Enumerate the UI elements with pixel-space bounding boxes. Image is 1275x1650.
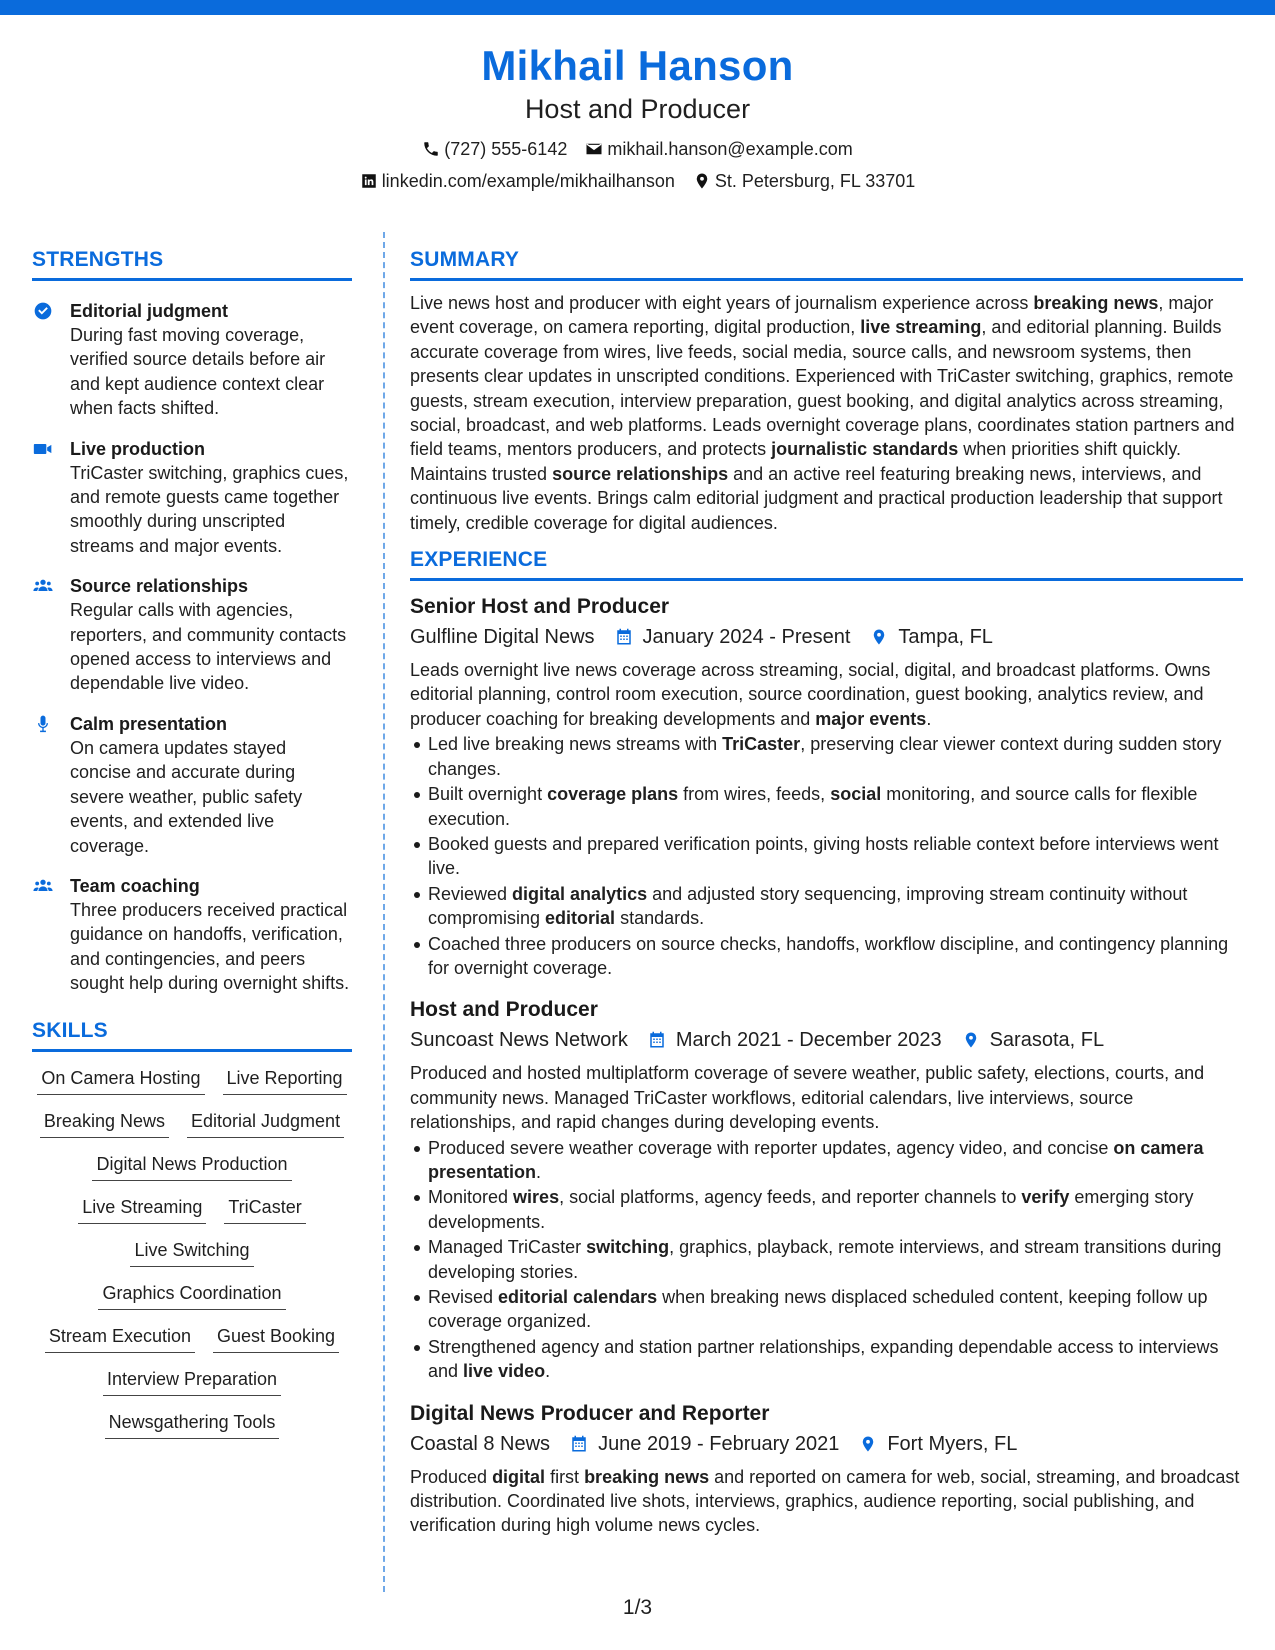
linkedin-contact[interactable] <box>360 170 675 192</box>
strength-text: During fast moving coverage, verified source details before air and kept audience context clear when facts shifted. <box>70 325 326 419</box>
top-accent-bar <box>0 0 1275 15</box>
phone-icon <box>422 140 440 158</box>
job-dates: January 2024 - Present <box>642 626 851 649</box>
bullet-item: Monitored wires, social platforms, agency feeds, and reporter channels to verify emerging story developments. <box>428 1185 1243 1234</box>
map-pin-icon <box>962 1030 980 1050</box>
strength-item <box>32 299 352 421</box>
skill-tag: Live Switching <box>130 1238 253 1267</box>
strengths-list <box>32 299 352 996</box>
location-contact <box>693 170 915 192</box>
job-title: Digital News Producer and Reporter <box>410 1401 770 1425</box>
map-pin-icon <box>859 1434 877 1454</box>
job-location: Sarasota, FL <box>989 1029 1105 1052</box>
strength-text: Three producers received practical guidance on handoffs, verification, and contingencies, and peers sought help during overnight shifts. <box>70 899 350 994</box>
strength-icon-wrap <box>32 299 70 421</box>
bullet-item: Reviewed digital analytics and adjusted story sequencing, improving stream continuity without compromising editorial standards. <box>428 882 1243 931</box>
users-icon <box>32 576 54 596</box>
bullet-item: Built overnight coverage plans from wires, feeds, social monitoring, and source calls for flexible execution. <box>428 782 1243 831</box>
strength-title: Team coaching <box>70 875 200 896</box>
skills-row <box>92 1152 291 1181</box>
strength-title: Editorial judgment <box>70 301 229 321</box>
calendar-icon <box>648 1030 666 1050</box>
skill-tag: On Camera Hosting <box>37 1066 204 1095</box>
strength-icon-wrap <box>32 712 70 858</box>
linkedin-icon <box>360 172 378 190</box>
skills-row <box>78 1195 305 1224</box>
job-meta <box>410 622 1243 652</box>
job-meta <box>410 1429 1243 1459</box>
skills-heading: SKILLS <box>32 1018 352 1052</box>
candidate-name: Mikhail Hanson <box>481 42 794 89</box>
email-contact[interactable] <box>585 138 852 160</box>
job-company: Gulfline Digital News <box>410 626 595 649</box>
job-title: Host and Producer <box>410 998 598 1022</box>
strength-text: TriCaster switching, graphics cues, and remote guests came together smoothly during unscripted streams and major events. <box>70 462 349 556</box>
job-location: Tampa, FL <box>898 626 993 649</box>
bullet-item: Led live breaking news streams with TriCaster, preserving clear viewer context during sudden story changes. <box>428 732 1243 781</box>
strength-text: Regular calls with agencies, reporters, and community contacts opened access to interviews and dependable live video. <box>70 600 347 694</box>
job-bullets <box>410 732 1243 980</box>
skills-row <box>45 1324 339 1353</box>
skills-list <box>32 1062 352 1439</box>
resume-header <box>0 40 1275 192</box>
job-description: Produced and hosted multiplatform coverage of severe weather, public safety, elections, courts, and community news. Managed TriCaster workflows, editorial calendars, live interviews, source relationships, and rapid changes during developing events. <box>410 1063 1205 1133</box>
bullet-item: Booked guests and prepared verification points, giving hosts reliable context before interviews went live. <box>428 832 1243 881</box>
job-description: Leads overnight live news coverage across streaming, social, digital, and broadcast platforms. Owns editorial planning, control room execution, source coordination, guest booking, analytics review, and producer coaching for breaking developments and major events. <box>410 660 1211 729</box>
strength-title: Source relationships <box>70 576 249 597</box>
job-company: Suncoast News Network <box>410 1029 628 1052</box>
page-number: 1/3 <box>622 1596 653 1619</box>
bullet-item: Strengthened agency and station partner relationships, expanding dependable access to interviews and live video. <box>428 1335 1243 1384</box>
experience-section <box>410 547 1243 1538</box>
strength-title: Calm presentation <box>70 713 228 734</box>
location-text: St. Petersburg, FL 33701 <box>714 171 916 191</box>
strength-item <box>32 874 352 996</box>
job-bullets <box>410 1136 1243 1384</box>
skill-tag: Newsgathering Tools <box>105 1410 280 1439</box>
video-camera-icon <box>32 439 54 459</box>
job-dates: March 2021 - December 2023 <box>675 1029 942 1052</box>
skill-tag: Interview Preparation <box>103 1367 281 1396</box>
summary-heading: SUMMARY <box>410 247 1243 281</box>
bullet-item: Managed TriCaster switching, graphics, playback, remote interviews, and stream transitions during developing stories. <box>428 1235 1243 1284</box>
bullet-item: Revised editorial calendars when breaking news displaced scheduled content, keeping follow up coverage organized. <box>428 1285 1243 1334</box>
left-column <box>32 247 352 1439</box>
strength-text: On camera updates stayed concise and accurate during severe weather, public safety events, and extended live coverage. <box>70 737 303 856</box>
microphone-icon <box>32 714 54 734</box>
column-divider <box>383 232 385 1592</box>
job-entry <box>410 1400 1243 1538</box>
right-column <box>410 247 1243 1538</box>
job-dates: June 2019 - February 2021 <box>598 1432 840 1455</box>
job-meta <box>410 1025 1243 1055</box>
linkedin-text: linkedin.com/example/mikhailhanson <box>381 171 675 191</box>
strength-icon-wrap <box>32 574 70 696</box>
strength-item <box>32 437 352 559</box>
skills-row <box>130 1238 253 1267</box>
phone-text: (727) 555-6142 <box>444 139 568 159</box>
strength-icon-wrap <box>32 874 70 996</box>
summary-text: Live news host and producer with eight years of journalism experience across breaking news, major event coverage, on camera reporting, digital production, live streaming, and editorial planning. Builds accurate coverage from wires, live feeds, social media, source calls, and newsroom systems, then presents clear updates in unscripted conditions. Experienced with TriCaster switching, graphics, remote guests, stream execution, interview preparation, guest booking, and digital analytics across streaming, social, broadcast, and web platforms. Leads overnight coverage plans, coordinates station partners and field teams, mentors producers, and protects journalistic standards when priorities shift quickly. Maintains trusted source relationships and an active reel featuring breaking news, interviews, and continuous live events. Brings calm editorial judgment and practical production leadership that support timely, credible coverage for digital audiences. <box>410 293 1235 533</box>
map-pin-icon <box>693 172 711 190</box>
skill-tag: TriCaster <box>224 1195 305 1224</box>
skill-tag: Live Reporting <box>223 1066 347 1095</box>
job-company: Coastal 8 News <box>410 1432 551 1455</box>
skills-row <box>98 1281 285 1310</box>
contact-row <box>0 138 1275 160</box>
skills-row <box>105 1410 280 1439</box>
job-location: Fort Myers, FL <box>887 1432 1018 1455</box>
job-entry <box>410 593 1243 980</box>
bullet-item: Coached three producers on source checks, handoffs, workflow discipline, and contingency planning for overnight coverage. <box>428 932 1243 981</box>
skills-row <box>37 1066 346 1095</box>
email-text: mikhail.hanson@example.com <box>607 139 853 159</box>
calendar-icon <box>570 1434 588 1454</box>
skills-row <box>40 1109 344 1138</box>
skill-tag: Guest Booking <box>213 1324 339 1353</box>
phone-contact[interactable] <box>422 138 567 160</box>
strength-item <box>32 574 352 696</box>
job-title: Senior Host and Producer <box>410 595 670 619</box>
experience-heading: EXPERIENCE <box>410 547 1243 581</box>
job-description: Produced digital first breaking news and reported on camera for web, social, streaming, and broadcast distribution. Coordinated live shots, interviews, graphics, audience reporting, social publishing, and verification during high volume news cycles. <box>410 1466 1240 1536</box>
jobs-list <box>410 593 1243 1538</box>
job-entry <box>410 996 1243 1383</box>
map-pin-icon <box>870 627 888 647</box>
strength-icon-wrap <box>32 437 70 559</box>
strength-title: Live production <box>70 438 205 459</box>
skills-row <box>103 1367 281 1396</box>
bullet-item: Produced severe weather coverage with reporter updates, agency video, and concise on camera presentation. <box>428 1136 1243 1185</box>
skill-tag: Editorial Judgment <box>187 1109 344 1138</box>
strengths-heading: STRENGTHS <box>32 247 352 281</box>
skill-tag: Digital News Production <box>92 1152 291 1181</box>
skill-tag: Stream Execution <box>45 1324 195 1353</box>
contact-row-2 <box>0 170 1275 192</box>
strength-item <box>32 712 352 858</box>
calendar-icon <box>615 627 633 647</box>
skill-tag: Graphics Coordination <box>98 1281 285 1310</box>
users-icon <box>32 876 54 896</box>
skill-tag: Live Streaming <box>78 1195 206 1224</box>
candidate-title: Host and Producer <box>524 94 751 124</box>
check-circle-icon <box>32 301 54 321</box>
envelope-icon <box>585 140 603 158</box>
skills-section <box>32 1018 352 1439</box>
skill-tag: Breaking News <box>40 1109 169 1138</box>
